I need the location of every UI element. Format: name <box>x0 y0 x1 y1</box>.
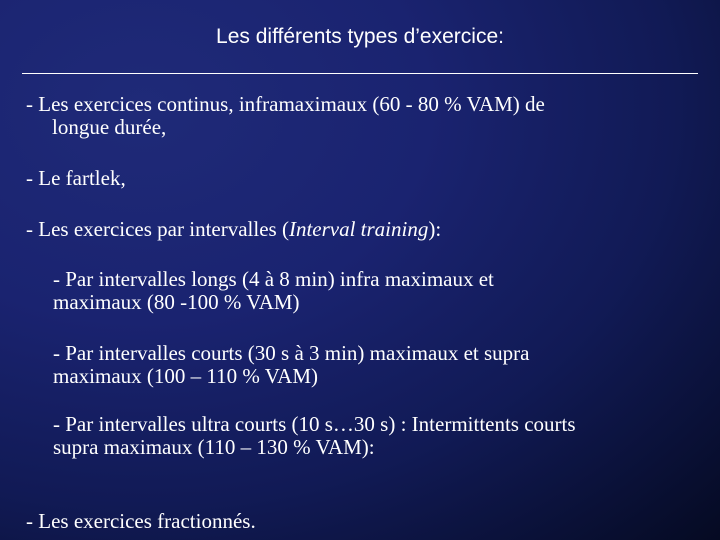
subbullet-line: maximaux (100 – 110 % VAM) <box>53 364 319 388</box>
bullet-prefix: - Les exercices par intervalles ( <box>26 217 289 241</box>
subbullet-ultra-short-intervals <box>53 413 703 459</box>
subbullet-line: - Par intervalles courts (30 s à 3 min) maximaux et supra <box>53 341 530 365</box>
subbullet-line: maximaux (80 -100 % VAM) <box>53 290 300 314</box>
bullet-line: - Le fartlek, <box>26 166 126 190</box>
bullet-line: - Les exercices fractionnés. <box>26 509 256 533</box>
subbullet-line: supra maximaux (110 – 130 % VAM): <box>53 435 375 459</box>
subbullet-short-intervals <box>53 342 703 388</box>
bullet-continuous-exercises <box>26 93 686 139</box>
slide-title: Les différents types d’exercice: <box>216 25 504 48</box>
bullet-fractional-exercises <box>26 510 686 533</box>
title-divider <box>22 73 698 74</box>
subbullet-line: - Par intervalles longs (4 à 8 min) infra maximaux et <box>53 267 494 291</box>
subbullet-line: - Par intervalles ultra courts (10 s…30 s) : Intermittents courts <box>53 412 576 436</box>
bullet-fartlek <box>26 167 686 190</box>
bullet-emphasis: Interval training <box>288 217 429 241</box>
bullet-line: - Les exercices continus, inframaximaux (60 - 80 % VAM) de <box>26 92 545 116</box>
bullet-line-continuation: longue durée, <box>52 115 167 139</box>
bullet-suffix: ): <box>428 217 442 241</box>
bullet-interval-exercises <box>26 218 686 241</box>
subbullet-long-intervals <box>53 268 703 314</box>
